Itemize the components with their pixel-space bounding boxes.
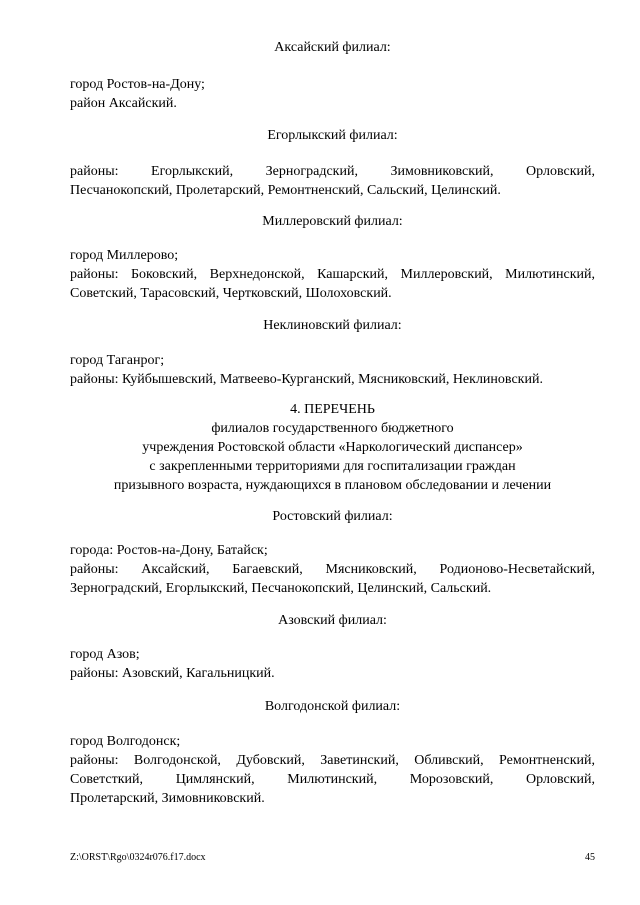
- territory-line: районы: Боковский, Верхнедонской, Кашарский, Миллеровский, Милютинский,: [70, 267, 595, 282]
- territory-line: Пролетарский, Зимовниковский.: [70, 791, 265, 806]
- territory-line: районы: Аксайский, Багаевский, Мясниковский, Родионово-Несветайский,: [70, 562, 595, 577]
- territory-line: город Азов;: [70, 647, 140, 662]
- aksai-body: [70, 75, 595, 113]
- volgodonsk-body: [70, 732, 595, 808]
- millerovo-body: [70, 246, 595, 303]
- azov-heading: [70, 611, 595, 630]
- territory-line: районы: Куйбышевский, Матвеево-Курганский, Мясниковский, Неклиновский.: [70, 372, 543, 387]
- section-heading: Аксайский филиал:: [274, 40, 391, 55]
- territory-line: Зерноградский, Егорлыкский, Песчанокопский, Целинский, Сальский.: [70, 581, 492, 596]
- territory-line: город Миллерово;: [70, 248, 179, 263]
- territory-line: город Волгодонск;: [70, 734, 181, 749]
- territory-line: районы: Егорлыкский, Зерноградский, Зимовниковский, Орловский,: [70, 164, 595, 179]
- territory-line: район Аксайский.: [70, 96, 177, 111]
- neklinovka-heading: [70, 316, 595, 335]
- list-subtitle-line: филиалов государственного бюджетного: [211, 421, 454, 436]
- territory-line: Советский, Тарасовский, Чертковский, Шолоховский.: [70, 286, 392, 301]
- list-subtitle-line: призывного возраста, нуждающихся в плановом обследовании и лечении: [113, 478, 552, 493]
- egorlyk-heading: [70, 126, 595, 145]
- aksai-heading: [70, 38, 595, 57]
- millerovo-heading: [70, 212, 595, 231]
- rostov-body: [70, 541, 595, 598]
- list-subtitle-line: учреждения Ростовской области «Наркологический диспансер»: [142, 440, 523, 455]
- territory-line: районы: Азовский, Кагальницкий.: [70, 666, 275, 681]
- territory-line: город Ростов-на-Дону;: [70, 77, 205, 92]
- territory-line: Советсткий, Цимлянский, Милютинский, Морозовский, Орловский,: [70, 772, 595, 787]
- footer-file-path: Z:\ORST\Rgo\0324r076.f17.docx: [70, 852, 206, 863]
- rostov-heading: [70, 507, 595, 526]
- section-heading: Волгодонской филиал:: [264, 699, 401, 714]
- page-number: 45: [585, 852, 595, 863]
- list-subtitle-line: с закрепленными территориями для госпитализации граждан: [149, 459, 516, 474]
- neklinovka-body: [70, 351, 595, 389]
- territory-line: города: Ростов-на-Дону, Батайск;: [70, 543, 268, 558]
- list-4-title: [70, 400, 595, 495]
- section-heading: Ростовский филиал:: [272, 509, 393, 524]
- list-title: 4. ПЕРЕЧЕНЬ: [290, 402, 375, 417]
- section-heading: Миллеровский филиал:: [262, 214, 403, 229]
- section-heading: Егорлыкский филиал:: [267, 128, 398, 143]
- volgodonsk-heading: [70, 697, 595, 716]
- territory-line: Песчанокопский, Пролетарский, Ремонтненский, Сальский, Целинский.: [70, 183, 501, 198]
- territory-line: город Таганрог;: [70, 353, 165, 368]
- section-heading: Азовский филиал:: [278, 613, 387, 628]
- egorlyk-body: [70, 162, 595, 200]
- azov-body: [70, 645, 595, 683]
- section-heading: Неклиновский филиал:: [263, 318, 402, 333]
- territory-line: районы: Волгодонской, Дубовский, Заветинский, Обливский, Ремонтненский,: [70, 753, 595, 768]
